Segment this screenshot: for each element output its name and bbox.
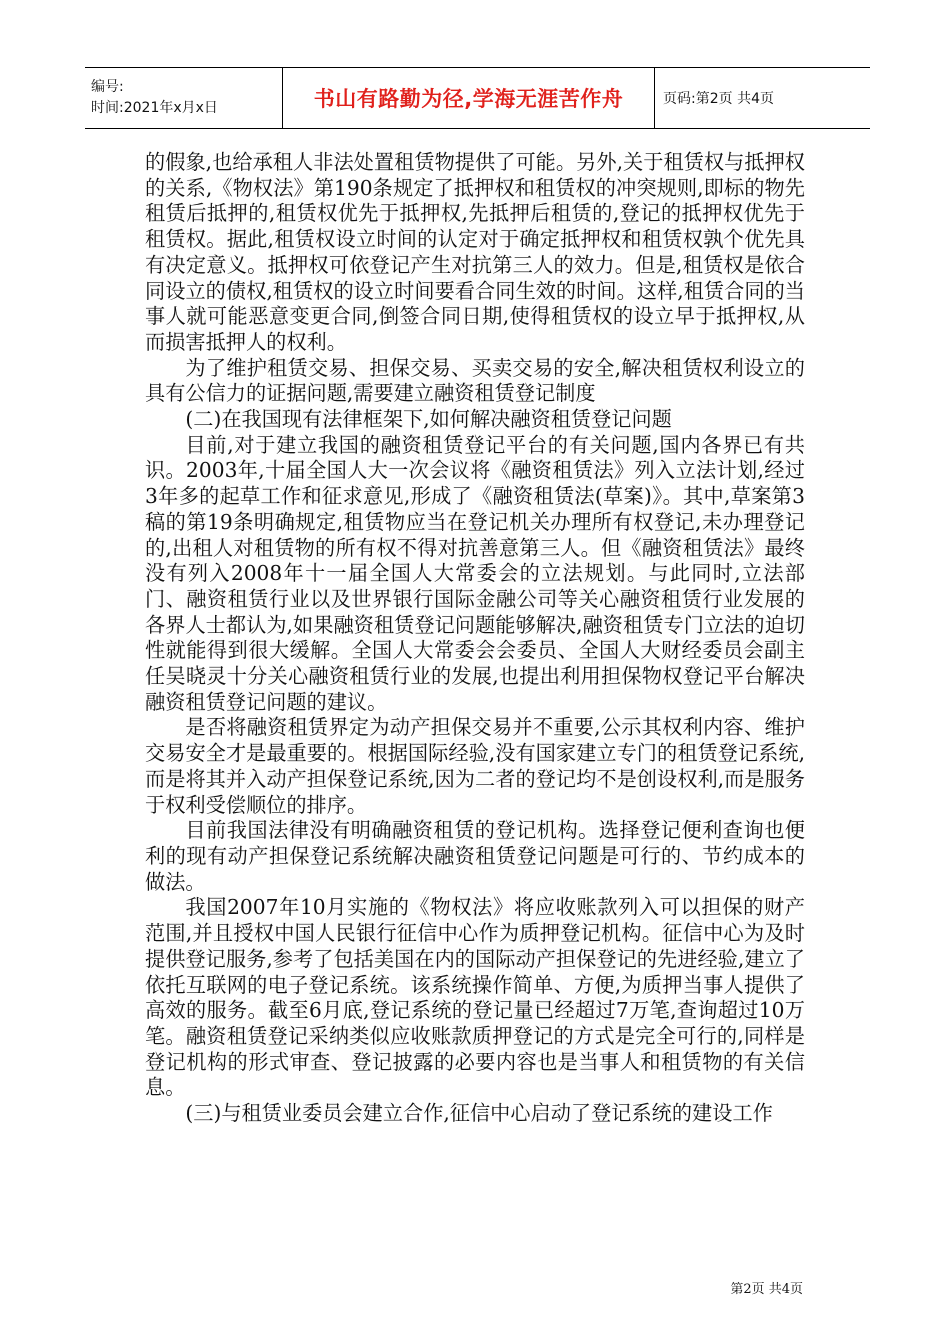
document-number: 编号: [91, 79, 124, 95]
section-heading: (二)在我国现有法律框架下,如何解决融资租赁登记问题 [185, 407, 672, 432]
document-body [145, 150, 805, 1127]
paragraph: 是否将融资租赁界定为动产担保交易并不重要,公示其权利内容、维护交易安全才是最重要的。根据国际经验,没有国家建立专门的租赁登记系统,而是将其并入动产担保登记系统,因为二者的登记均不是创设权利,而是服务于权利受偿顺位的排序。 [145, 715, 805, 817]
header-meta [85, 68, 283, 128]
header-page-cell [655, 68, 870, 128]
paragraph: 我国2007年10月实施的《物权法》将应收账款列入可以担保的财产范围,并且授权中国人民银行征信中心作为质押登记机构。征信中心为及时提供登记服务,参考了包括美国在内的国际动产担保登记的先进经验,建立了依托互联网的电子登记系统。该系统操作简单、方便,为质押当事人提供了高效的服务。截至6月底,登记系统的登记量已经超过7万笔,查询超过10万笔。融资租赁登记采纳类似应收账款质押登记的方式是完全可行的,同样是登记机构的形式审查、登记披露的必要内容也是当事人和租赁物的有关信息。 [145, 895, 805, 1100]
header-motto-cell [283, 68, 655, 128]
page-footer: 第2页 共4页 [730, 1282, 803, 1297]
section-heading: (三)与租赁业委员会建立合作,征信中心启动了登记系统的建设工作 [185, 1101, 773, 1126]
paragraph: 为了维护租赁交易、担保交易、买卖交易的安全,解决租赁权利设立的具有公信力的证据问题,需要建立融资租赁登记制度 [145, 355, 805, 406]
paragraph: 的假象,也给承租人非法处置租赁物提供了可能。另外,关于租赁权与抵押权的关系,《物权法》第190条规定了抵押权和租赁权的冲突规则,即标的物先租赁后抵押的,租赁权优先于抵押权,先抵押后租赁的,登记的抵押权优先于租赁权。据此,租赁权设立时间的认定对于确定抵押权和租赁权孰个优先具有决定意义。抵押权可依登记产生对抗第三人的效力。但是,租赁权是依合同设立的债权,租赁权的设立时间要看合同生效的时间。这样,租赁合同的当事人就可能恶意变更合同,倒签合同日期,使得租赁权的设立早于抵押权,从而损害抵押人的权利。 [145, 150, 805, 354]
paragraph: 目前,对于建立我国的融资租赁登记平台的有关问题,国内各界已有共识。2003年,十届全国人大一次会议将《融资租赁法》列入立法计划,经过3年多的起草工作和征求意见,形成了《融资租赁法(草案)》。其中,草案第3稿的第19条明确规定,租赁物应当在登记机关办理所有权登记,未办理登记的,出租人对租赁物的所有权不得对抗善意第三人。但《融资租赁法》最终没有列入2008年十一届全国人大常委会的立法规划。与此同时,立法部门、融资租赁行业以及世界银行国际金融公司等关心融资租赁行业发展的各界人士都认为,如果融资租赁登记问题能够解决,融资租赁专门立法的迫切性就能得到很大缓解。全国人大常委会会委员、全国人大财经委员会副主任吴晓灵十分关心融资租赁行业的发展,也提出利用担保物权登记平台解决融资租赁登记问题的建议。 [145, 432, 805, 714]
page-number: 页码:第2页 共4页 [663, 91, 774, 107]
motto-text: 书山有路勤为径,学海无涯苦作舟 [313, 87, 624, 111]
page-header [85, 67, 870, 129]
paragraph: 目前我国法律没有明确融资租赁的登记机构。选择登记便利查询也便利的现有动产担保登记系统解决融资租赁登记问题是可行的、节约成本的做法。 [145, 818, 805, 894]
document-time: 时间:2021年x月x日 [91, 100, 218, 116]
